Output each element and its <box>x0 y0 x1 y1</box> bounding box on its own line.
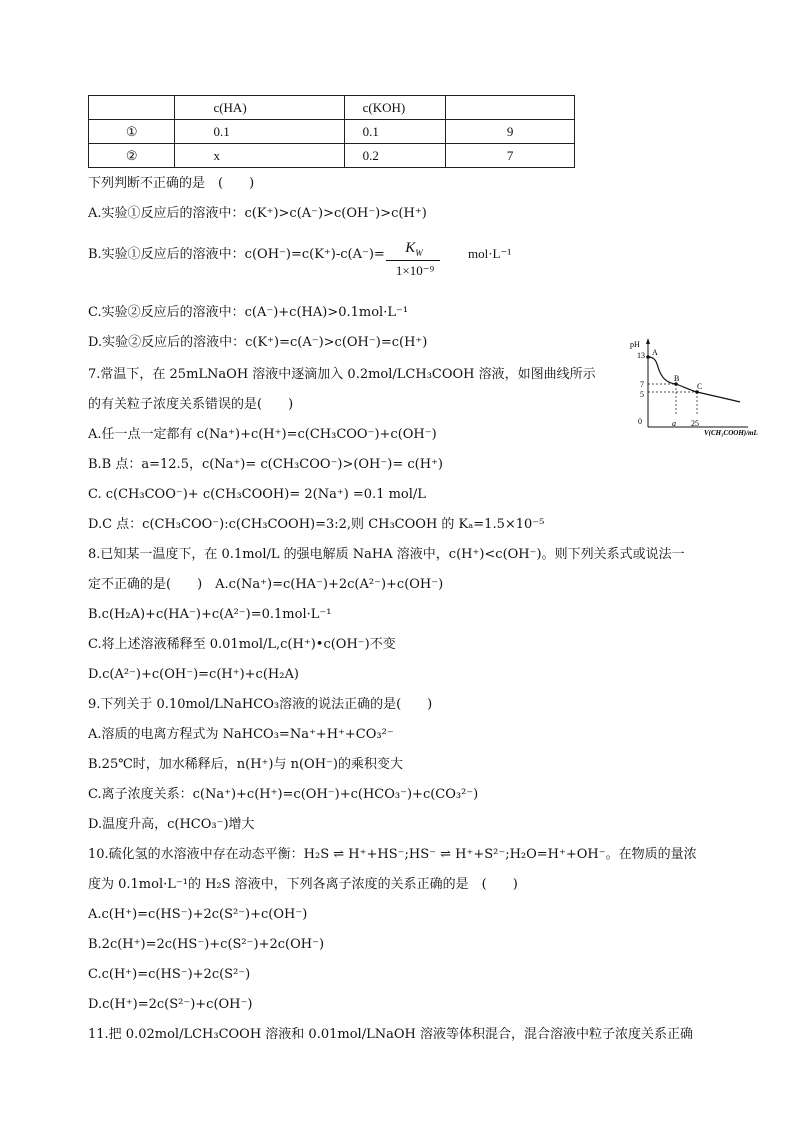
table-cell: x <box>175 144 344 168</box>
option-c: C.实验②反应后的溶液中：c(A⁻)+c(HA)>0.1mol·L⁻¹ <box>88 305 409 320</box>
table-cell: ① <box>89 120 175 144</box>
question-11: 11.把 0.02mol/LCH₃COOH 溶液和 0.01mol/LNaOH 溶液等体积混合，混合溶液中粒子浓度关系正确 <box>88 1027 693 1042</box>
fraction-numerator: $K_W$ <box>405 240 423 258</box>
table-cell: 0.2 <box>344 144 446 168</box>
q7-option-d: D.C 点：c(CH₃COO⁻):c(CH₃COOH)=3:2,则 CH₃COOH 的 Kₐ=1.5×10⁻⁵ <box>88 517 545 532</box>
point-b-label: B <box>674 374 680 383</box>
q9-option-c: C.离子浓度关系：c(Na⁺)+c(H⁺)=c(OH⁻)+c(HCO₃⁻)+c(CO₃²⁻) <box>88 787 479 802</box>
option-b: B.实验①反应后的溶液中：c(OH⁻)=c(K⁺)-c(A⁻)= <box>88 247 385 262</box>
option-d: D.实验②反应后的溶液中：c(K⁺)=c(A⁻)>c(OH⁻)=c(H⁺) <box>88 335 428 350</box>
option-a: A.实验①反应后的溶液中：c(K⁺)>c(A⁻)>c(OH⁻)>c(H⁺) <box>88 206 427 221</box>
ph-curve <box>648 357 740 402</box>
q9-option-a: A.溶质的电离方程式为 NaHCO₃=Na⁺+H⁺+CO₃²⁻ <box>88 727 394 742</box>
q10-option-a: A.c(H⁺)=c(HS⁻)+2c(S²⁻)+c(OH⁻) <box>88 907 308 922</box>
fraction-bar <box>386 260 440 261</box>
y-axis-arrow <box>646 338 650 344</box>
question-7-cont: 的有关粒子浓度关系错误的是( ) <box>88 397 294 412</box>
point-a-label: A <box>652 348 658 357</box>
x-tick-a: a <box>672 419 676 428</box>
q9-option-d: D.温度升高，c(HCO₃⁻)增大 <box>88 817 255 832</box>
question-8-cont: 定不正确的是( ) A.c(Na⁺)=c(HA⁻)+2c(A²⁻)+c(OH⁻) <box>88 577 444 592</box>
table-row <box>89 120 575 144</box>
x-axis-label: V(CH₃COOH)/mL <box>704 429 758 437</box>
table-row <box>89 144 575 168</box>
question-prompt: 下列判断不正确的是 ( ) <box>88 176 255 191</box>
y-tick-7: 7 <box>640 380 644 389</box>
experiment-table <box>88 95 575 168</box>
ph-titration-chart <box>628 335 788 440</box>
fraction-denominator: 1×10⁻⁹ <box>395 263 435 278</box>
table-cell <box>446 96 575 120</box>
q8-option-d: D.c(A²⁻)+c(OH⁻)=c(H⁺)+c(H₂A) <box>88 667 299 682</box>
fraction-unit: mol·L⁻¹ <box>468 246 512 261</box>
table-cell: c(HA) <box>175 96 344 120</box>
q9-option-b: B.25℃时，加水稀释后，n(H⁺)与 n(OH⁻)的乘积变大 <box>88 757 403 772</box>
x-tick-0: 0 <box>638 417 642 426</box>
x-tick-25: 25 <box>691 419 699 428</box>
q8-option-c: C.将上述溶液稀释至 0.01mol/L,c(H⁺)•c(OH⁻)不变 <box>88 637 396 652</box>
question-9: 9.下列关于 0.10mol/LNaHCO₃溶液的说法正确的是( ) <box>88 697 433 712</box>
q10-option-b: B.2c(H⁺)=2c(HS⁻)+c(S²⁻)+2c(OH⁻) <box>88 937 325 952</box>
y-tick-5: 5 <box>640 390 644 399</box>
q8-option-b: B.c(H₂A)+c(HA⁻)+c(A²⁻)=0.1mol·L⁻¹ <box>88 607 332 622</box>
table-cell: 9 <box>446 120 575 144</box>
point-a-marker <box>646 355 650 359</box>
y-axis-label: pH <box>630 340 640 349</box>
table-cell: 0.1 <box>175 120 344 144</box>
q7-option-b: B.B 点：a=12.5，c(Na⁺)= c(CH₃COO⁻)>(OH⁻)= c(H⁺) <box>88 457 443 472</box>
question-10: 10.硫化氢的水溶液中存在动态平衡：H₂S ⇌ H⁺+HS⁻;HS⁻ ⇌ H⁺+S²⁻;H₂O=H⁺+OH⁻。在物质的量浓 <box>88 847 697 862</box>
table-cell <box>89 96 175 120</box>
q10-option-d: D.c(H⁺)=2c(S²⁻)+c(OH⁻) <box>88 997 253 1012</box>
table-cell: c(KOH) <box>344 96 446 120</box>
y-tick-13: 13 <box>637 351 645 360</box>
table-cell: 0.1 <box>344 120 446 144</box>
table-cell: 7 <box>446 144 575 168</box>
question-8: 8.已知某一温度下，在 0.1mol/L 的强电解质 NaHA 溶液中，c(H⁺)<c(OH⁻)。则下列关系式或说法一 <box>88 547 685 562</box>
question-7: 7.常温下，在 25mLNaOH 溶液中逐滴加入 0.2mol/LCH₃COOH 溶液，如图曲线所示 <box>88 367 596 382</box>
table-row <box>89 96 575 120</box>
table-cell: ② <box>89 144 175 168</box>
point-c-label: C <box>697 382 703 391</box>
q7-option-a: A.任一点一定都有 c(Na⁺)+c(H⁺)=c(CH₃COO⁻)+c(OH⁻) <box>88 427 437 442</box>
question-10-cont: 度为 0.1mol·L⁻¹的 H₂S 溶液中，下列各离子浓度的关系正确的是 ( ) <box>88 877 518 892</box>
q10-option-c: C.c(H⁺)=c(HS⁻)+2c(S²⁻) <box>88 967 251 982</box>
q7-option-c: C. c(CH₃COO⁻)+ c(CH₃COOH)= 2(Na⁺) =0.1 mol/L <box>88 487 426 502</box>
